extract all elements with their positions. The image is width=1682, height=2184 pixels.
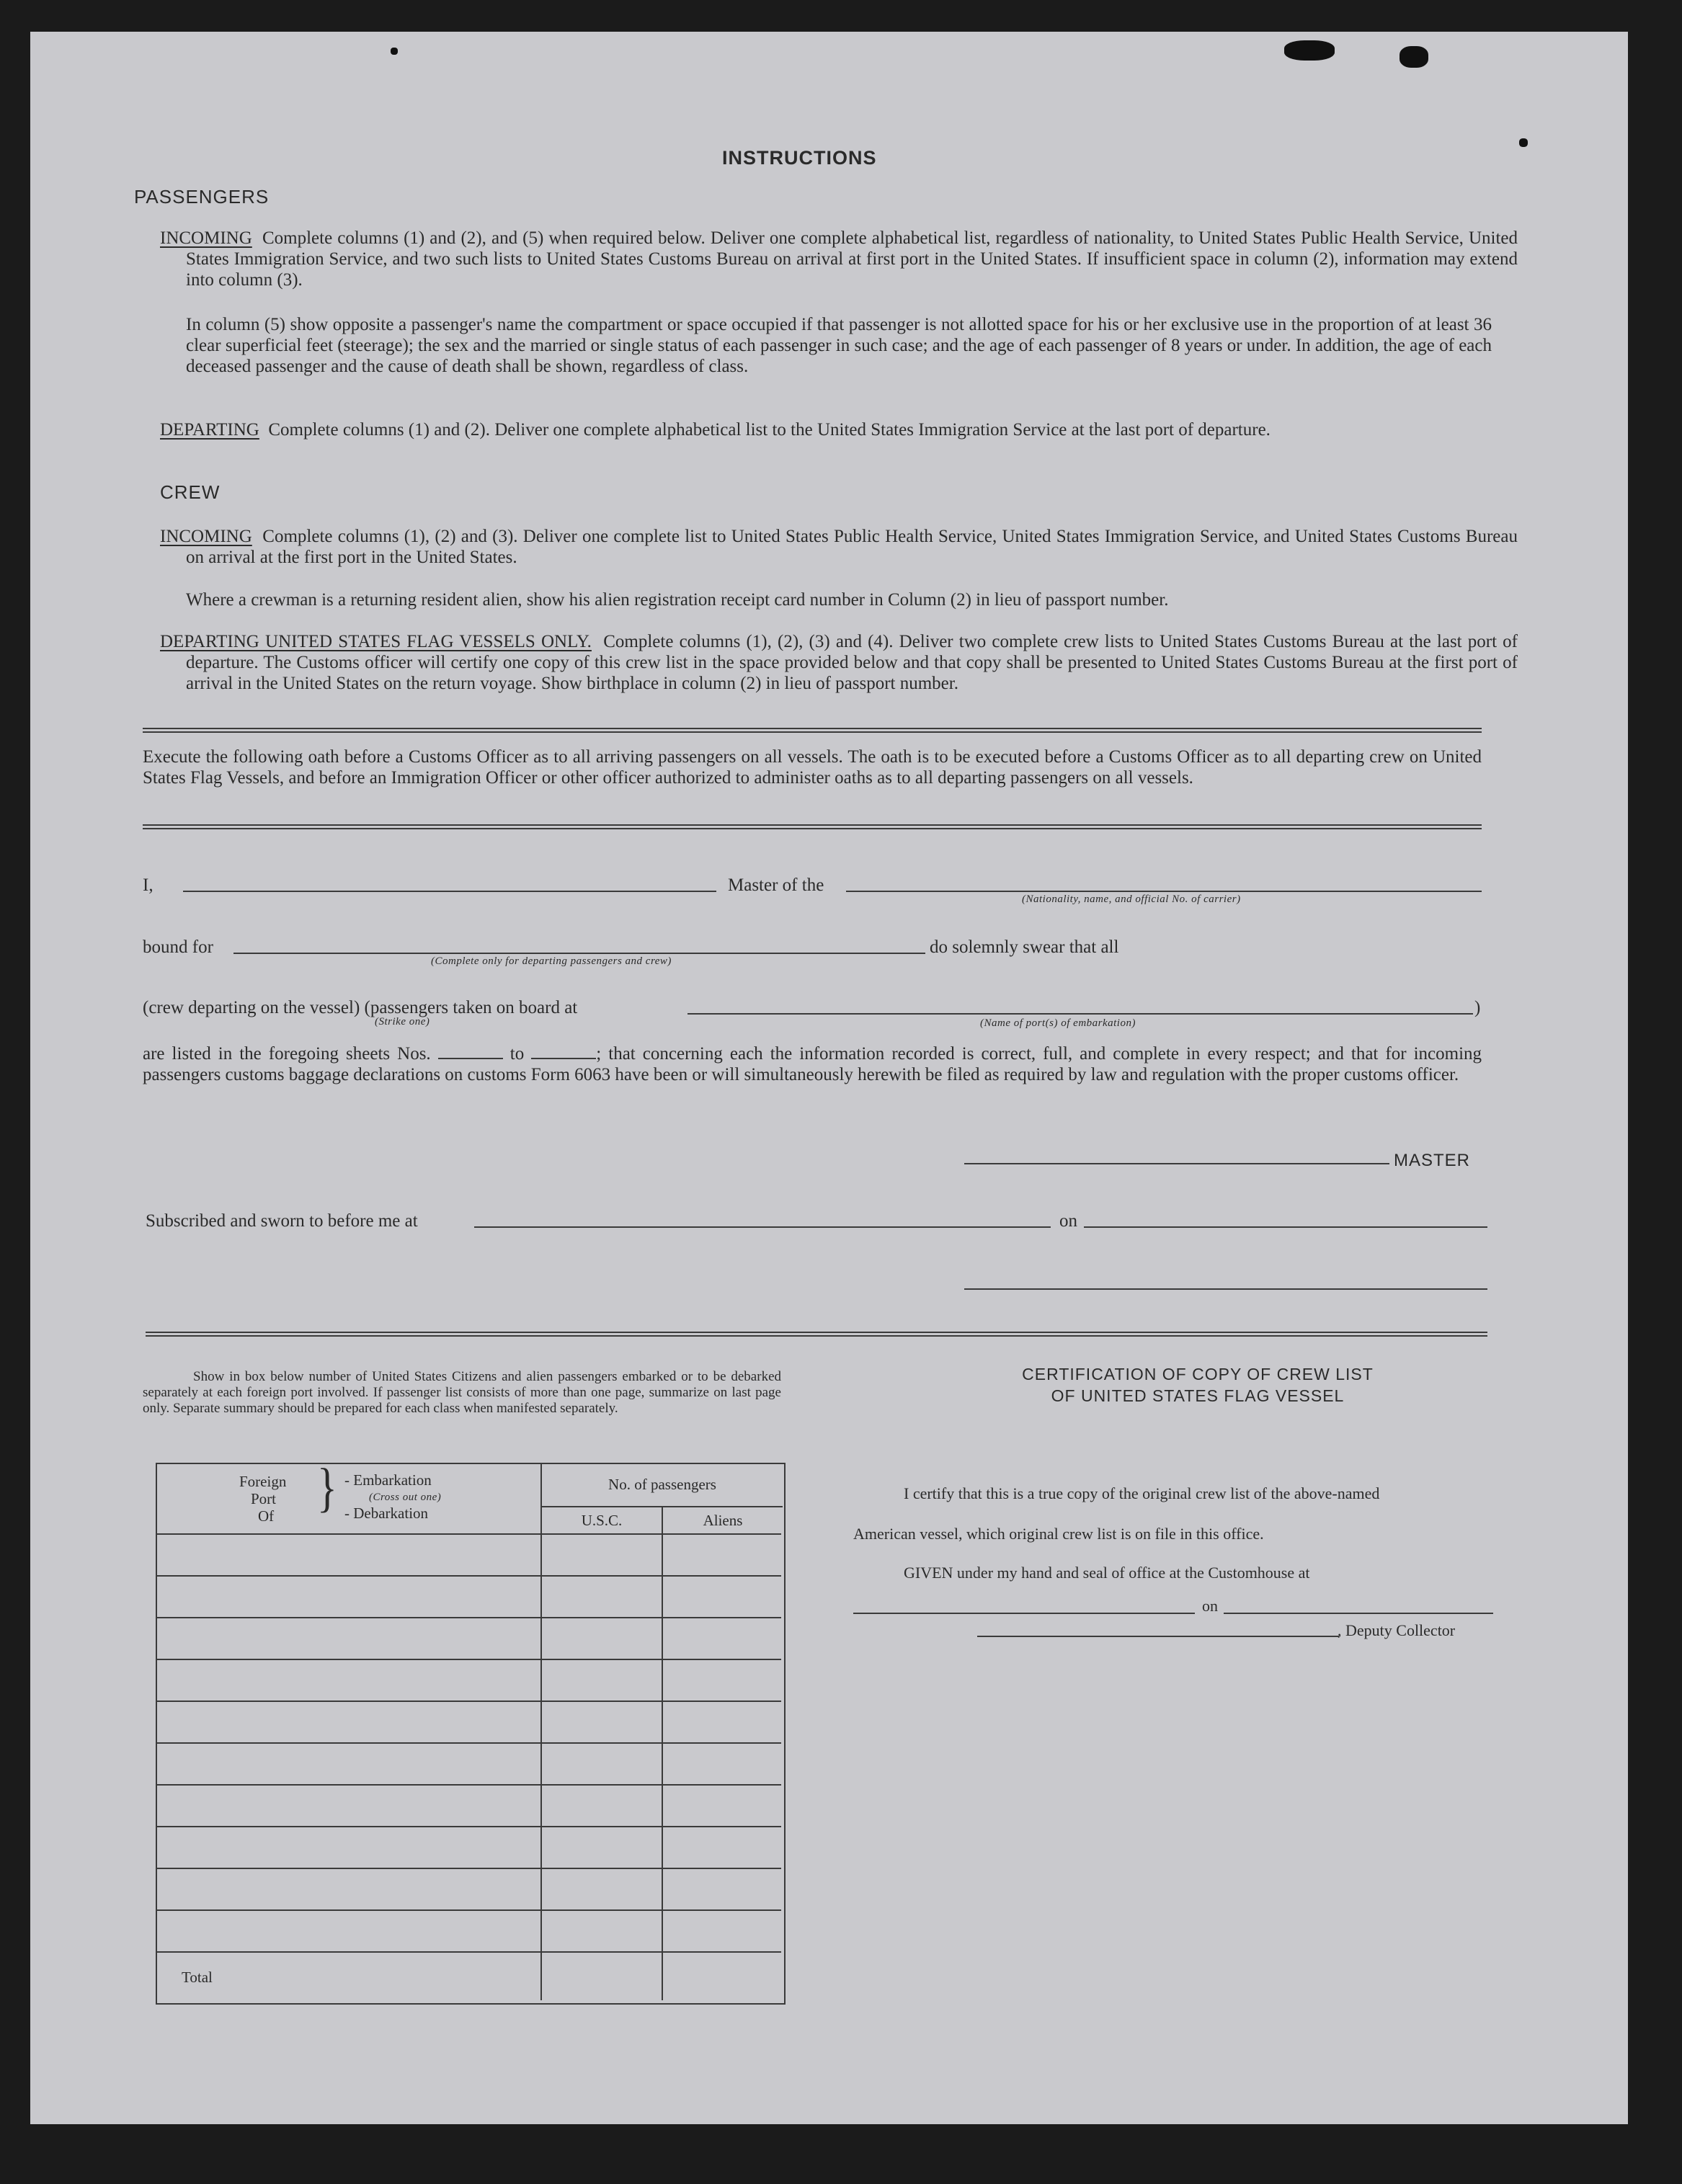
foreign-label: Foreign bbox=[239, 1473, 287, 1490]
incoming-label: INCOMING bbox=[160, 228, 252, 248]
master-name-field[interactable] bbox=[183, 891, 716, 892]
customhouse-field[interactable] bbox=[853, 1613, 1195, 1614]
table-row bbox=[157, 1909, 781, 1911]
subscribed-at-field[interactable] bbox=[474, 1226, 1051, 1228]
table-row bbox=[157, 1951, 781, 1953]
crew-incoming-label: INCOMING bbox=[160, 527, 252, 546]
deputy-collector-label: , Deputy Collector bbox=[1338, 1621, 1456, 1639]
page-title: INSTRUCTIONS bbox=[722, 147, 877, 169]
listed-text: ; that concerning each the information recorded is correct, full, and complete in every respect; and that for incoming passengers customs baggage declarations on customs Form 6063 have been or will simultaneously herewith be filed as required by law and regulation with the proper customs officer. bbox=[143, 1044, 1482, 1084]
cert-text-2: American vessel, which original crew list is on file in this office. bbox=[853, 1525, 1264, 1543]
crew-departing-label: DEPARTING UNITED STATES FLAG VESSELS ONLY. bbox=[160, 632, 592, 651]
table-row bbox=[157, 1784, 781, 1786]
of-label: Of bbox=[258, 1507, 275, 1525]
cert-on-label: on bbox=[1202, 1597, 1218, 1615]
subscribed-on-label: on bbox=[1059, 1211, 1077, 1231]
passengers-departing-paragraph bbox=[160, 419, 1518, 440]
ink-blot bbox=[391, 48, 398, 55]
bound-for-field[interactable] bbox=[233, 953, 925, 954]
table-row bbox=[157, 1659, 781, 1660]
passengers-heading: PASSENGERS bbox=[134, 186, 270, 208]
listed-paragraph bbox=[143, 1043, 1482, 1085]
master-signature-field[interactable] bbox=[964, 1163, 1389, 1164]
table-row bbox=[157, 1533, 781, 1535]
master-of-label: Master of the bbox=[728, 875, 824, 895]
sheet-to-field[interactable] bbox=[531, 1045, 596, 1059]
complete-hint: (Complete only for departing passengers and crew) bbox=[431, 955, 672, 967]
brace-icon: } bbox=[317, 1457, 337, 1518]
passengers-incoming-paragraph bbox=[160, 228, 1518, 290]
officer-signature-field[interactable] bbox=[964, 1288, 1487, 1290]
form-sheet bbox=[30, 32, 1628, 2124]
oath-intro: Execute the following oath before a Customs Officer as to all arriving passengers on all vessels. The oath is to be executed before a Customs Officer as to all departing crew on United States Flag Vessels, and before an Immigration Officer or other officer authorized to administer oaths as to all departing passengers on all vessels. bbox=[143, 747, 1482, 788]
table-row bbox=[157, 1868, 781, 1869]
table-row bbox=[157, 1575, 781, 1577]
cert-given: GIVEN under my hand and seal of office at the Customhouse at bbox=[904, 1564, 1310, 1582]
crew-incoming-text: Complete columns (1), (2) and (3). Deliver one complete list to United States Public Health Service, United States Immigration Service, and United States Customs Bureau on arrival at the first port in the United States. bbox=[186, 527, 1518, 567]
port-embarkation-field[interactable] bbox=[688, 1013, 1473, 1015]
embarkation-label: - Embarkation bbox=[344, 1471, 432, 1489]
swear-label: do solemnly swear that all bbox=[930, 937, 1119, 957]
divider bbox=[143, 824, 1482, 829]
carrier-field[interactable] bbox=[846, 891, 1482, 892]
cert-title-2: OF UNITED STATES FLAG VESSEL bbox=[1051, 1386, 1345, 1405]
crew-incoming-paragraph bbox=[160, 526, 1518, 568]
ink-blot bbox=[1284, 40, 1335, 61]
aliens-header: Aliens bbox=[703, 1512, 743, 1529]
crew-departing-text: Complete columns (1), (2), (3) and (4). Deliver two complete crew lists to United States Customs Bureau at the last port of departure. The Customs officer will certify one copy of this crew list in the space provided below and that copy shall be presented to United States Customs Bureau at the first port of arrival in the United States on the return voyage. Show birthplace in column (2) in lieu of passport number. bbox=[186, 632, 1518, 693]
ink-blot bbox=[1400, 46, 1428, 68]
close-paren: ) bbox=[1474, 998, 1481, 1017]
port-hint: (Name of port(s) of embarkation) bbox=[980, 1017, 1136, 1029]
divider bbox=[143, 728, 1482, 733]
col-divider bbox=[540, 1464, 542, 2000]
total-label: Total bbox=[182, 1969, 213, 1986]
deputy-signature-field[interactable] bbox=[977, 1636, 1339, 1637]
crew-departing-label: (crew departing on the vessel) (passengers taken on board at bbox=[143, 998, 578, 1017]
subscribed-label: Subscribed and sworn to before me at bbox=[146, 1211, 418, 1231]
listed-prefix: are listed in the foregoing sheets Nos. bbox=[143, 1044, 431, 1064]
strike-hint: (Strike one) bbox=[375, 1016, 430, 1028]
departing-label: DEPARTING bbox=[160, 420, 259, 440]
crew-heading: CREW bbox=[160, 481, 221, 503]
subscribed-on-field[interactable] bbox=[1084, 1226, 1487, 1228]
summary-table bbox=[156, 1457, 786, 2005]
table-row bbox=[157, 1617, 781, 1618]
bound-for-label: bound for bbox=[143, 937, 213, 957]
port-label: Port bbox=[251, 1490, 277, 1507]
summary-instructions: Show in box below number of United States Citizens and alien passengers embarked or to be debarked separately at each foreign port involved. If passenger list consists of more than one page, summarize on last page only. Separate summary should be prepared for each class when manifested separately. bbox=[143, 1369, 781, 1416]
resident-alien-paragraph: Where a crewman is a returning resident alien, show his alien registration receipt card number in Column (2) in lieu of passport number. bbox=[186, 590, 1169, 610]
debarkation-label: - Debarkation bbox=[344, 1505, 429, 1522]
table-row bbox=[157, 1701, 781, 1702]
departing-text: Complete columns (1) and (2). Deliver one complete alphabetical list to the United States Immigration Service at the last port of departure. bbox=[268, 420, 1271, 440]
nationality-hint: (Nationality, name, and official No. of carrier) bbox=[1022, 893, 1241, 905]
column5-paragraph: In column (5) show opposite a passenger's name the compartment or space occupied if that passenger is not allotted space for his or her exclusive use in the proportion of at least 36 clear superficial feet (steerage); the sex and the married or single status of each passenger in such case; and the age of each passenger of 8 years or under. In addition, the age of each deceased passenger and the cause of death shall be shown, regardless of class. bbox=[186, 315, 1492, 376]
crew-departing-paragraph bbox=[160, 631, 1518, 694]
incoming-text: Complete columns (1) and (2), and (5) when required below. Deliver one complete alphabetical list, regardless of nationality, to United States Public Health Service, United States Immigration Service, and two such lists to United States Customs Bureau on arrival at first port in the United States. If insufficient space in column (2), information may extend into column (3). bbox=[186, 228, 1518, 290]
listed-to: to bbox=[510, 1044, 525, 1064]
ink-blot bbox=[1519, 138, 1528, 147]
divider bbox=[146, 1332, 1487, 1337]
table-row bbox=[157, 1742, 781, 1744]
cert-date-field[interactable] bbox=[1224, 1613, 1493, 1614]
cert-title-1: CERTIFICATION OF COPY OF CREW LIST bbox=[1022, 1365, 1374, 1383]
col-divider bbox=[662, 1506, 663, 2000]
table-row bbox=[157, 1826, 781, 1827]
cert-text-1: I certify that this is a true copy of the original crew list of the above-named bbox=[904, 1484, 1380, 1502]
usc-header: U.S.C. bbox=[581, 1512, 623, 1529]
master-label: MASTER bbox=[1394, 1151, 1471, 1170]
header-sub-divider bbox=[540, 1506, 783, 1507]
sheet-from-field[interactable] bbox=[438, 1045, 503, 1059]
cross-out-hint: (Cross out one) bbox=[369, 1492, 442, 1503]
oath-i-label: I, bbox=[143, 875, 153, 895]
no-passengers-header: No. of passengers bbox=[608, 1476, 716, 1493]
